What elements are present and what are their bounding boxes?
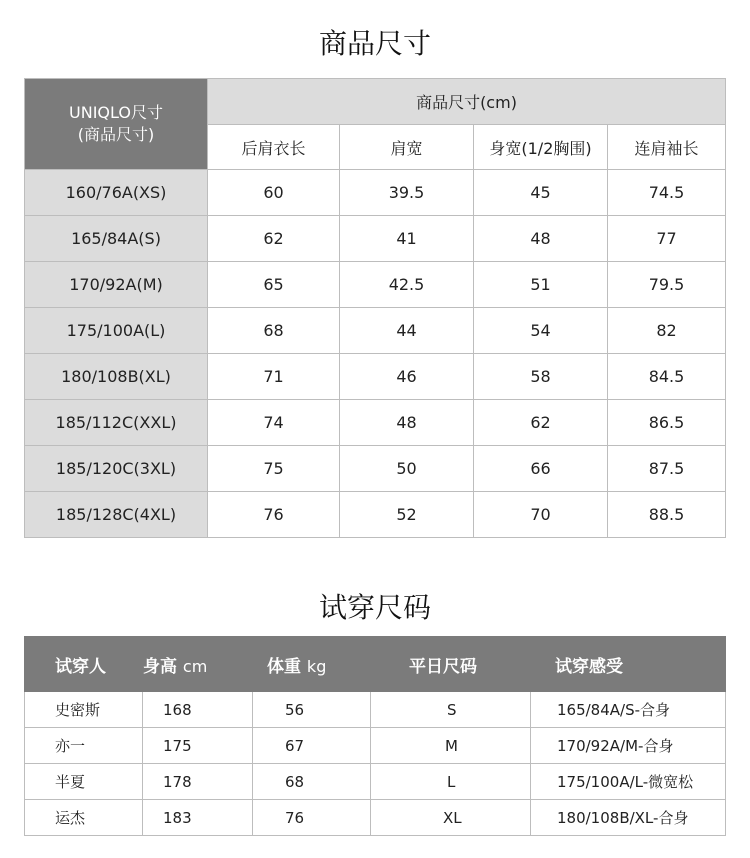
brand-size-sublabel: (商品尺寸) (77, 125, 155, 144)
table-cell: 44 (340, 308, 474, 354)
height-cell: 168 (143, 692, 253, 728)
table-cell: 50 (340, 446, 474, 492)
unit-label: cm (182, 656, 208, 676)
column-header-weight (253, 637, 371, 692)
column-header: 肩宽 (340, 125, 474, 170)
size-cell: S (371, 692, 531, 728)
person-cell: 运杰 (25, 800, 143, 836)
table-cell: 51 (474, 262, 608, 308)
column-header-size (371, 637, 531, 692)
feel-cell: 175/100A/L-微宽松 (531, 764, 726, 800)
table-cell: 41 (340, 216, 474, 262)
table-cell: 62 (474, 400, 608, 446)
unit-label: kg (306, 656, 327, 676)
table-row (25, 216, 726, 262)
table-row (25, 800, 726, 836)
table-cell: 86.5 (608, 400, 726, 446)
table-row (25, 446, 726, 492)
header-label: 试穿感受 (555, 656, 623, 677)
table-cell: 48 (474, 216, 608, 262)
person-cell: 亦一 (25, 728, 143, 764)
table-cell: 71 (208, 354, 340, 400)
table-cell: 66 (474, 446, 608, 492)
feel-cell: 180/108B/XL-合身 (531, 800, 726, 836)
table-cell: 42.5 (340, 262, 474, 308)
size-label: 165/84A(S) (25, 216, 208, 262)
table-cell: 75 (208, 446, 340, 492)
table-row (25, 354, 726, 400)
table-cell: 62 (208, 216, 340, 262)
table-row (25, 308, 726, 354)
size-label: 185/120C(3XL) (25, 446, 208, 492)
column-header: 连肩袖长 (608, 125, 726, 170)
size-label: 185/128C(4XL) (25, 492, 208, 538)
header-label: 平日尺码 (409, 656, 477, 677)
weight-cell: 76 (253, 800, 371, 836)
column-header-height (143, 637, 253, 692)
feel-cell: 165/84A/S-合身 (531, 692, 726, 728)
size-cell: L (371, 764, 531, 800)
table-row (25, 728, 726, 764)
table-cell: 87.5 (608, 446, 726, 492)
table-cell: 74.5 (608, 170, 726, 216)
feel-cell: 170/92A/M-合身 (531, 728, 726, 764)
header-label: 身高 (143, 656, 177, 677)
table-row (25, 692, 726, 728)
table-cell: 65 (208, 262, 340, 308)
table-cell: 84.5 (608, 354, 726, 400)
table-row (25, 492, 726, 538)
table-row (25, 262, 726, 308)
table-cell: 68 (208, 308, 340, 354)
weight-cell: 67 (253, 728, 371, 764)
size-cell: M (371, 728, 531, 764)
brand-size-label: UNIQLO尺寸 (69, 103, 163, 122)
table-cell: 79.5 (608, 262, 726, 308)
table-cell: 76 (208, 492, 340, 538)
measurement-group-header: 商品尺寸(cm) (208, 79, 726, 125)
column-header-person (25, 637, 143, 692)
table-cell: 54 (474, 308, 608, 354)
table-cell: 39.5 (340, 170, 474, 216)
table-row (25, 170, 726, 216)
weight-cell: 68 (253, 764, 371, 800)
header-label: 体重 (267, 656, 301, 677)
table-row (25, 764, 726, 800)
size-label: 185/112C(XXL) (25, 400, 208, 446)
size-table (24, 78, 726, 538)
size-label: 160/76A(XS) (25, 170, 208, 216)
weight-cell: 56 (253, 692, 371, 728)
height-cell: 175 (143, 728, 253, 764)
size-label: 170/92A(M) (25, 262, 208, 308)
column-header: 后肩衣长 (208, 125, 340, 170)
table-cell: 46 (340, 354, 474, 400)
height-cell: 178 (143, 764, 253, 800)
person-cell: 史密斯 (25, 692, 143, 728)
column-header-feel (531, 637, 726, 692)
table-cell: 52 (340, 492, 474, 538)
tryon-table-title: 试穿尺码 (318, 591, 431, 624)
table-cell: 77 (608, 216, 726, 262)
size-table-title: 商品尺寸 (318, 27, 431, 60)
size-cell: XL (371, 800, 531, 836)
table-cell: 48 (340, 400, 474, 446)
table-cell: 58 (474, 354, 608, 400)
table-cell: 70 (474, 492, 608, 538)
tryon-table (24, 636, 726, 836)
person-cell: 半夏 (25, 764, 143, 800)
brand-size-header (25, 79, 208, 170)
size-label: 175/100A(L) (25, 308, 208, 354)
header-label: 试穿人 (55, 656, 106, 677)
table-cell: 74 (208, 400, 340, 446)
height-cell: 183 (143, 800, 253, 836)
column-header: 身宽(1/2胸围) (474, 125, 608, 170)
table-cell: 45 (474, 170, 608, 216)
table-cell: 60 (208, 170, 340, 216)
table-cell: 88.5 (608, 492, 726, 538)
table-cell: 82 (608, 308, 726, 354)
table-row (25, 400, 726, 446)
size-label: 180/108B(XL) (25, 354, 208, 400)
